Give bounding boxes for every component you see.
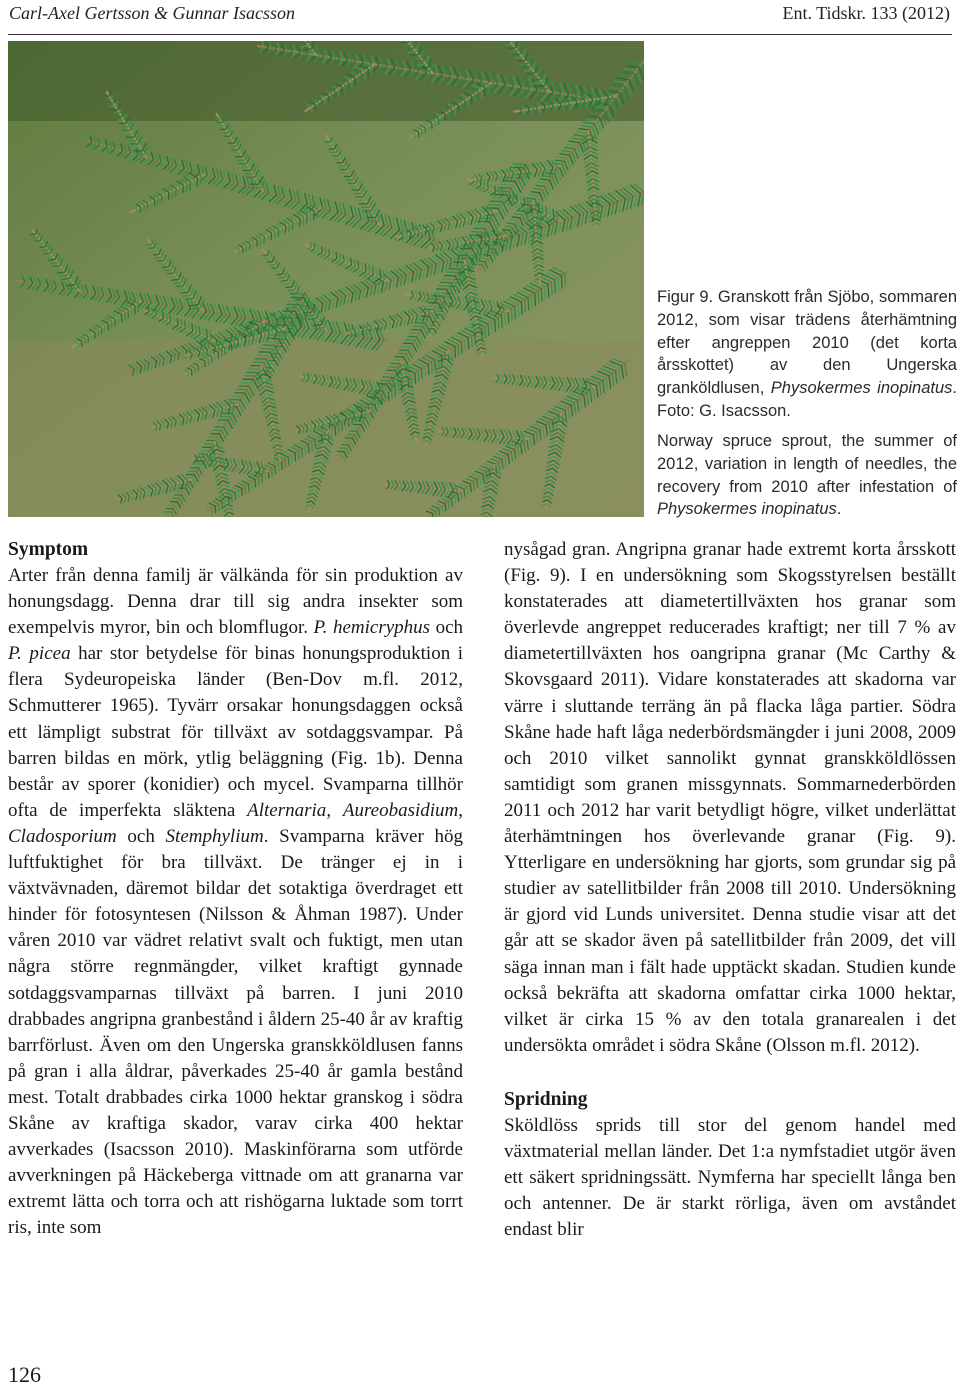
caption-en-species: Physokermes inopinatus [657, 500, 837, 519]
genus-name: Cladosporium [8, 825, 117, 847]
figure-caption-english [657, 430, 957, 521]
section-heading-spridning: Spridning [504, 1088, 588, 1110]
running-header-journal: Ent. Tidskr. 133 (2012) [782, 3, 950, 23]
left-column [8, 537, 463, 1241]
species-name: P. picea [8, 643, 71, 665]
section-heading-symptom: Symptom [8, 539, 89, 560]
figure-caption-swedish [657, 286, 957, 423]
caption-sv-text: Figur 9. Granskott från Sjöbo, sommaren 2012, som visar trädens återhämtning efter angreppen 2010 (det korta årsskottet) av den Ungerska granköldlusen, [657, 288, 957, 398]
damage-paragraph: nysågad gran. Angripna granar hade extremt korta årsskott (Fig. 9). I en undersökning som Skogsstyrelsen beställt konstaterades att diametertillväxten hos granar som överlevde angreppet reducerades kraftigt; ner till 7 % av diametertillväxten hos oangripna granar (Mc Carthy & Skovsgaard 2011). Vidare konstaterades att skadorna var värre i sluttande terräng än på flacka låga partier. Södra Skåne hade haft låga nederbördsmängder i juni 2008, 2009 och 2010 vilket sannolikt gynnat granskköldlössen samtidigt som granen missgynnats. Sommarnederbörden 2011 och 2012 har varit betydligt högre, vilket underlättat återhämtningen hos överlevande granar (Fig. 9). Ytterligare en undersökning har gjorts, som grundar sig på studier av satellitbilder från 2008 till 2010. Undersökning är gjord vid Lunds universitet. Denna studie visar att det går att se skador även på satellitbilder från 2009, det vill säga innan man i fält hade upptäckt skadan. Studien kunde också bekräfta att skadorna omfattar cirka 1000 hektar, vilket är cirka 15 % av den totala granarealen i det undersökta området i södra Skåne (Olsson m.fl. 2012). [504, 539, 956, 1056]
header-rule [8, 34, 952, 35]
species-name: P. hemicryphus [313, 617, 431, 639]
genus-name: Aureobasidium [342, 799, 459, 821]
caption-sv-credit: . Foto: G. Isacsson. [657, 379, 957, 420]
right-column [504, 537, 956, 1243]
text-run: och [430, 617, 464, 639]
running-header-authors: Carl-Axel Gertsson & Gunnar Isacsson [9, 3, 295, 23]
caption-en-text: Norway spruce sprout, the summer of 2012, variation in length of needles, the recovery from 2010 after infestation of [657, 432, 957, 496]
caption-en-end: . [836, 500, 842, 519]
text-run: Arter från denna familj är välkända för sin produktion av honungsdagg. Denna drar till sig andra insekter som exempelvis myror, bin och blomflugor. [8, 565, 463, 639]
caption-sv-species: Physokermes inopinatus [770, 379, 953, 398]
text-run: . Svamparna kräver hög luftfuktighet för bra tillväxt. De tränger ej in i växtvävnaden, däremot bildar det sotaktiga överdraget ett hinder för fotosyntesen (Nilsson & Åhman 1987). Under våren 2010 var vädret relativt svalt och fuktigt, men utan några större regnmängder, vilket kraftigt gynnade sotdaggsvamparnas tillväxt på barren. I juni 2010 drabbades angripna granbestånd i åldern 25-40 år av kraftig barrförlust. Även om den Ungerska granskköldlusen fanns på gran i alla åldrar, påverkades 25-40 år gamla bestånd mest. Totalt drabbades cirka 1000 hektar granskog i södra Skåne av kraftiga skador, varav cirka 400 hektar avverkades (Isacsson 2010). Maskinförarna som utförde avverkningen på Häckeberga vittnade om att granarna var extremt lätta och torra och att rishögarna luktade som torrt ris, inte som [8, 825, 463, 1239]
symptom-paragraph [8, 563, 463, 1241]
text-run: , [458, 799, 463, 821]
genus-name: Alternaria [247, 799, 327, 821]
text-run: , [326, 799, 343, 821]
page-number: 126 [8, 1362, 41, 1387]
spread-paragraph: Sköldlöss sprids till stor del genom handel med växtmaterial mellan länder. Det 1:a nymfstadiet utgör även ett säkert spridningssätt. Nymferna har speciellt långa ben och antenner. De är starkt rörliga, även om avståndet endast blir [504, 1114, 956, 1241]
text-run: och [116, 825, 166, 847]
text-run: har stor betydelse för binas honungsproduktion i flera Sydeuropeiska länder (Ben-Dov m.fl. 2012, Schmutterer 1965). Tyvärr orsakar honungsdaggen också ett lämpligt substrat för tillväxt av sotdaggsvampar. På barren bildas en mörk, ytlig beläggning (Fig. 1b). Denna består av sporer (konidier) och mycel. Svamparna tillhör ofta de imperfekta släktena [8, 643, 463, 821]
genus-name: Stemphylium [165, 825, 264, 847]
spruce-branch-photo [8, 41, 644, 517]
